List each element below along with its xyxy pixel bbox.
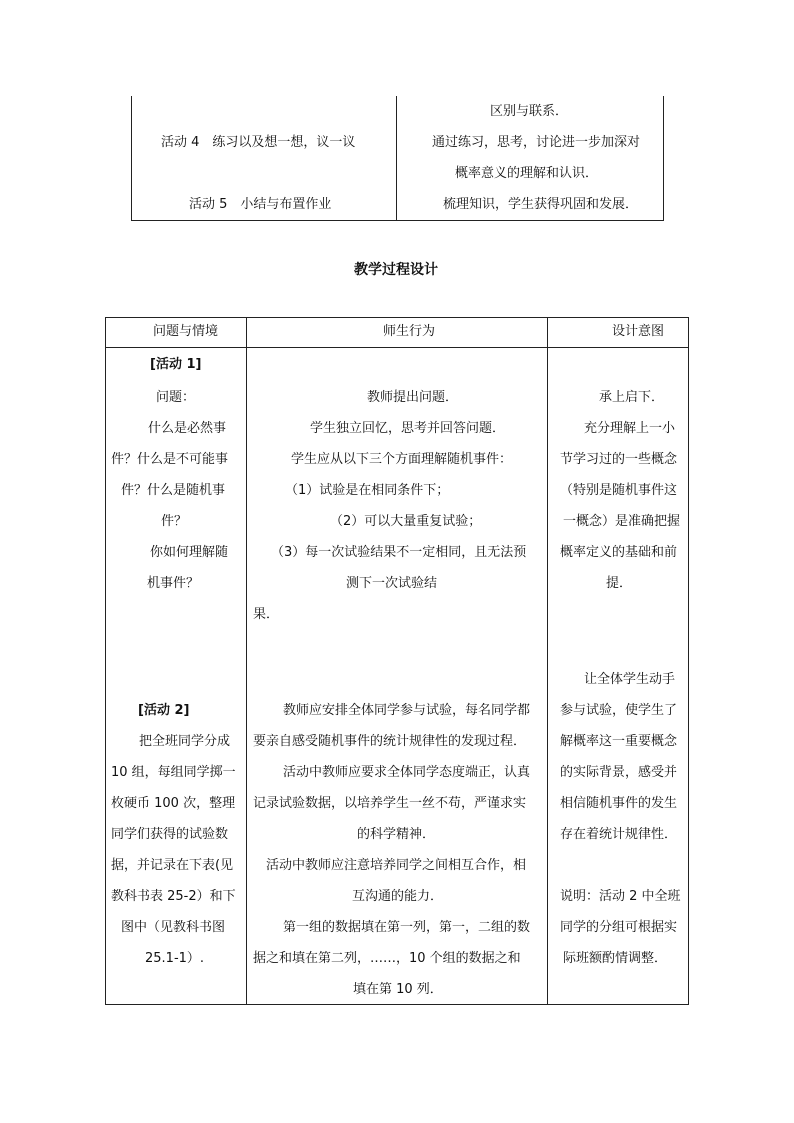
top-table-bottom-border bbox=[131, 220, 664, 221]
col2-line: 测下一次试验结 bbox=[346, 576, 438, 591]
col1-line: 同学们获得的试验数 bbox=[111, 827, 229, 842]
col2-line: 活动中教师应要求全体同学态度端正，认真 bbox=[283, 765, 531, 780]
col3-line: 存在着统计规律性． bbox=[560, 827, 678, 842]
header-question-context: 问题与情境 bbox=[153, 324, 219, 339]
col2-line: 果． bbox=[253, 607, 280, 622]
col3-line: 提． bbox=[606, 576, 633, 591]
col2-line: 第一组的数据填在第一列，第一，二组的数 bbox=[283, 920, 531, 935]
col3-line: 充分理解上一小 bbox=[584, 421, 676, 436]
col3-line: 承上启下． bbox=[599, 390, 665, 405]
col1-line: 什么是必然事 bbox=[148, 421, 227, 436]
col1-line: 问题： bbox=[156, 390, 196, 405]
col2-line: 据之和填在第二列，……，10 个组的数据之和 bbox=[253, 951, 521, 966]
col1-line: 机事件？ bbox=[147, 576, 200, 591]
col3-line: 一概念）是准确把握 bbox=[563, 514, 681, 529]
col1-line: 25.1-1）. bbox=[145, 951, 205, 966]
top-table-middle-border bbox=[396, 96, 397, 221]
col1-line: 件？什么是不可能事 bbox=[111, 452, 229, 467]
top-right-line-4: 梳理知识，学生获得巩固和发展． bbox=[443, 197, 639, 212]
col3-line: 解概率这一重要概念 bbox=[560, 734, 678, 749]
col1-line: 枚硬币 100 次，整理 bbox=[111, 796, 236, 811]
col1-line: 件？什么是随机事 bbox=[121, 483, 226, 498]
col2-line: 互沟通的能力． bbox=[352, 889, 444, 904]
col2-line: 的科学精神． bbox=[357, 827, 436, 842]
top-right-line-2: 通过练习，思考，讨论进一步加深对 bbox=[432, 135, 641, 150]
top-right-line-1: 区别与联系． bbox=[490, 104, 569, 119]
col2-line: 教师应安排全体同学参与试验，每名同学都 bbox=[283, 703, 531, 718]
col2-line: 填在第 10 列． bbox=[353, 982, 443, 997]
col3-line: 的实际背景，感受并 bbox=[560, 765, 678, 780]
section-title: 教学过程设计 bbox=[354, 262, 438, 278]
activity-5-label: 活动 5 小结与布置作业 bbox=[189, 197, 332, 212]
col1-line: 你如何理解随 bbox=[150, 545, 229, 560]
col2-line: （2）可以大量重复试验； bbox=[330, 514, 482, 529]
col1-line: 把全班同学分成 bbox=[139, 734, 231, 749]
col1-line: 图中（见教科书图 bbox=[121, 920, 226, 935]
col2-line: 要亲自感受随机事件的统计规律性的发现过程． bbox=[253, 734, 527, 749]
col2-line: 学生应从以下三个方面理解随机事件： bbox=[291, 452, 513, 467]
col2-line: 学生独立回忆，思考并回答问题． bbox=[310, 421, 506, 436]
main-table-bottom-border bbox=[105, 1004, 689, 1005]
col3-line: （特别是随机事件这 bbox=[560, 483, 678, 498]
col3-line: 相信随机事件的发生 bbox=[560, 796, 678, 811]
main-table-left-border bbox=[105, 317, 106, 1005]
col3-line: 参与试验，使学生了 bbox=[560, 703, 678, 718]
col2-line: （3）每一次试验结果不一定相同，且无法预 bbox=[271, 545, 527, 560]
col3-line: 节学习过的一些概念 bbox=[560, 452, 678, 467]
main-table-divider-1 bbox=[246, 317, 247, 1005]
col2-line: 活动中教师应注意培养同学之间相互合作，相 bbox=[266, 858, 527, 873]
top-table-right-border bbox=[663, 96, 664, 221]
top-right-line-3: 概率意义的理解和认识． bbox=[455, 166, 599, 181]
col2-line: 教师提出问题． bbox=[367, 390, 459, 405]
col1-line: 教科书表 25-2）和下 bbox=[111, 889, 236, 904]
main-table-right-border bbox=[688, 317, 689, 1005]
col3-line: 让全体学生动手 bbox=[584, 672, 676, 687]
col2-line: 记录试验数据，以培养学生一丝不苟，严谨求实 bbox=[253, 796, 527, 811]
col1-line: 10 组，每组同学掷一 bbox=[111, 765, 236, 780]
col3-line: 概率定义的基础和前 bbox=[560, 545, 678, 560]
col1-line: 据，并记录在下表(见 bbox=[111, 858, 234, 873]
header-design-intent: 设计意图 bbox=[612, 324, 665, 339]
col1-activity-2: [活动 2] bbox=[138, 703, 190, 718]
col3-line: 说明：活动 2 中全班 bbox=[560, 889, 681, 904]
header-teacher-student-behavior: 师生行为 bbox=[383, 324, 436, 339]
col2-line: （1）试验是在相同条件下； bbox=[285, 483, 450, 498]
col3-line: 际班额酌情调整． bbox=[563, 951, 668, 966]
col3-line: 同学的分组可根据实 bbox=[560, 920, 678, 935]
main-table-divider-2 bbox=[547, 317, 548, 1005]
top-table-left-border bbox=[131, 96, 132, 221]
main-table-header-divider bbox=[105, 347, 689, 348]
activity-4-label: 活动 4 练习以及想一想，议一议 bbox=[161, 135, 356, 150]
col1-line: 件？ bbox=[161, 514, 188, 529]
col1-activity-1: [活动 1] bbox=[150, 357, 202, 372]
main-table-top-border bbox=[105, 317, 689, 318]
